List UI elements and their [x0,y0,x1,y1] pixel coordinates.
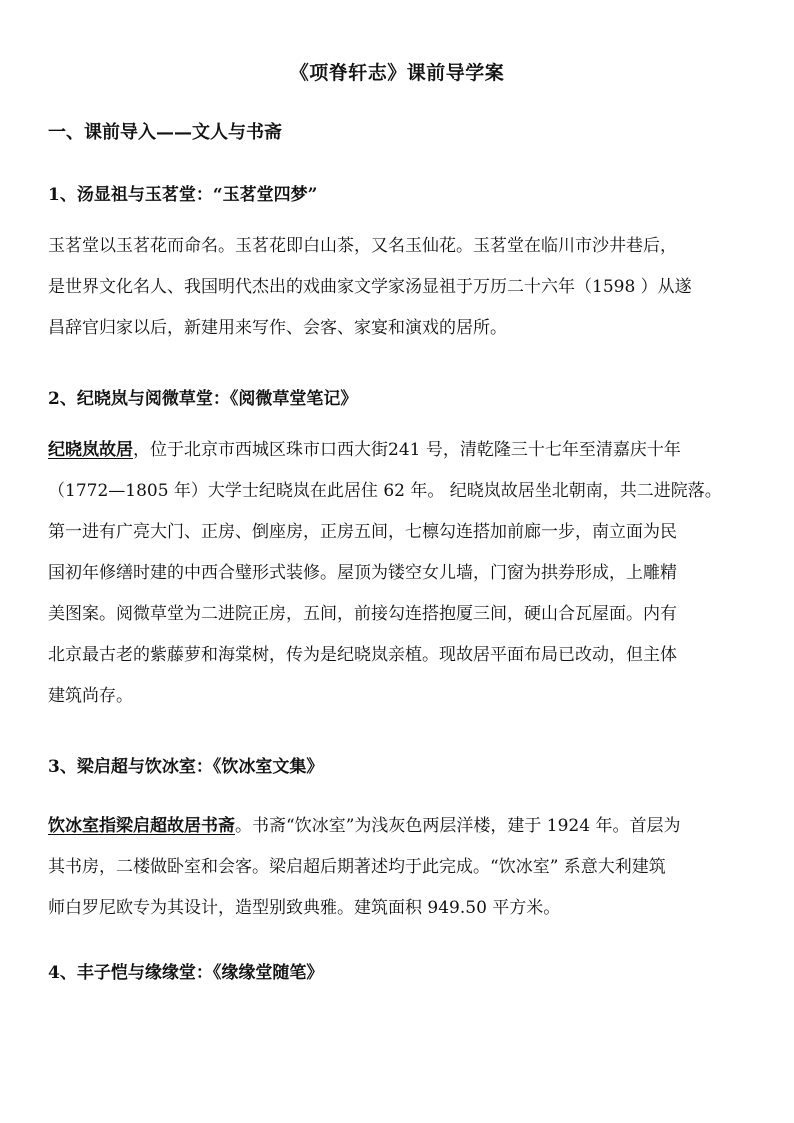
paragraph-line: 美图案。阅微草堂为二进院正房，五间，前接勾连搭抱厦三间，硬山合瓦屋面。内有 [48,604,677,624]
item-paragraph-2 [48,430,752,717]
item-heading-2: 2、纪晓岚与阅微草堂：《阅微草堂笔记》 [48,389,358,409]
item-paragraph-3 [48,806,752,929]
underlined-term: 纪晓岚故居 [48,440,133,460]
paragraph-line: 是世界文化名人、我国明代杰出的戏曲家文学家汤显祖于万历二十六年（1598 ）从遂 [48,277,692,297]
document-title: 《项脊轩志》课前导学案 [289,62,505,84]
item-heading-4: 4、丰子恺与缘缘堂：《缘缘堂随笔》 [48,963,324,983]
item-heading-1: 1、汤显祖与玉茗堂：“玉茗堂四梦” [48,185,318,205]
paragraph-line: 玉茗堂以玉茗花而命名。玉茗花即白山茶，又名玉仙花。玉茗堂在临川市沙井巷后， [48,236,677,256]
section-heading-1: 一、课前导入——文人与书斋 [48,122,282,143]
paragraph-line: 建筑尚存。 [48,686,133,706]
paragraph-text: 。书斋“饮冰室”为浅灰色两层洋楼，建于 1924 年。首层为 [235,816,681,836]
paragraph-line: 第一进有广亮大门、正房、倒座房，正房五间，七檩勾连搭加前廊一步，南立面为民 [48,522,677,542]
paragraph-line: 昌辞官归家以后，新建用来写作、会客、家宴和演戏的居所。 [48,318,507,338]
paragraph-line: 其书房，二楼做卧室和会客。梁启超后期著述均于此完成。“饮冰室” 系意大利建筑 [48,857,666,877]
paragraph-text: ，位于北京市西城区珠市口西大街241 号，清乾隆三十七年至清嘉庆十年 [133,440,681,460]
item-heading-3: 3、梁启超与饮冰室：《饮冰室文集》 [48,757,324,777]
paragraph-line [48,430,752,471]
paragraph-line: 北京最古老的紫藤萝和海棠树，传为是纪晓岚亲植。现故居平面布局已改动，但主体 [48,645,677,665]
paragraph-line: 师白罗尼欧专为其设计，造型别致典雅。建筑面积 949.50 平方米。 [48,898,561,918]
underlined-term: 饮冰室指梁启超故居书斋 [48,816,235,836]
paragraph-line: 国初年修缮时建的中西合璧形式装修。屋顶为镂空女儿墙，门窗为拱券形成，上雕精 [48,563,677,583]
paragraph-line: （1772—1805 年）大学士纪晓岚在此居住 62 年。 纪晓岚故居坐北朝南，共二进院落。 [48,481,722,501]
paragraph-line [48,806,752,847]
item-paragraph-1 [48,226,752,349]
